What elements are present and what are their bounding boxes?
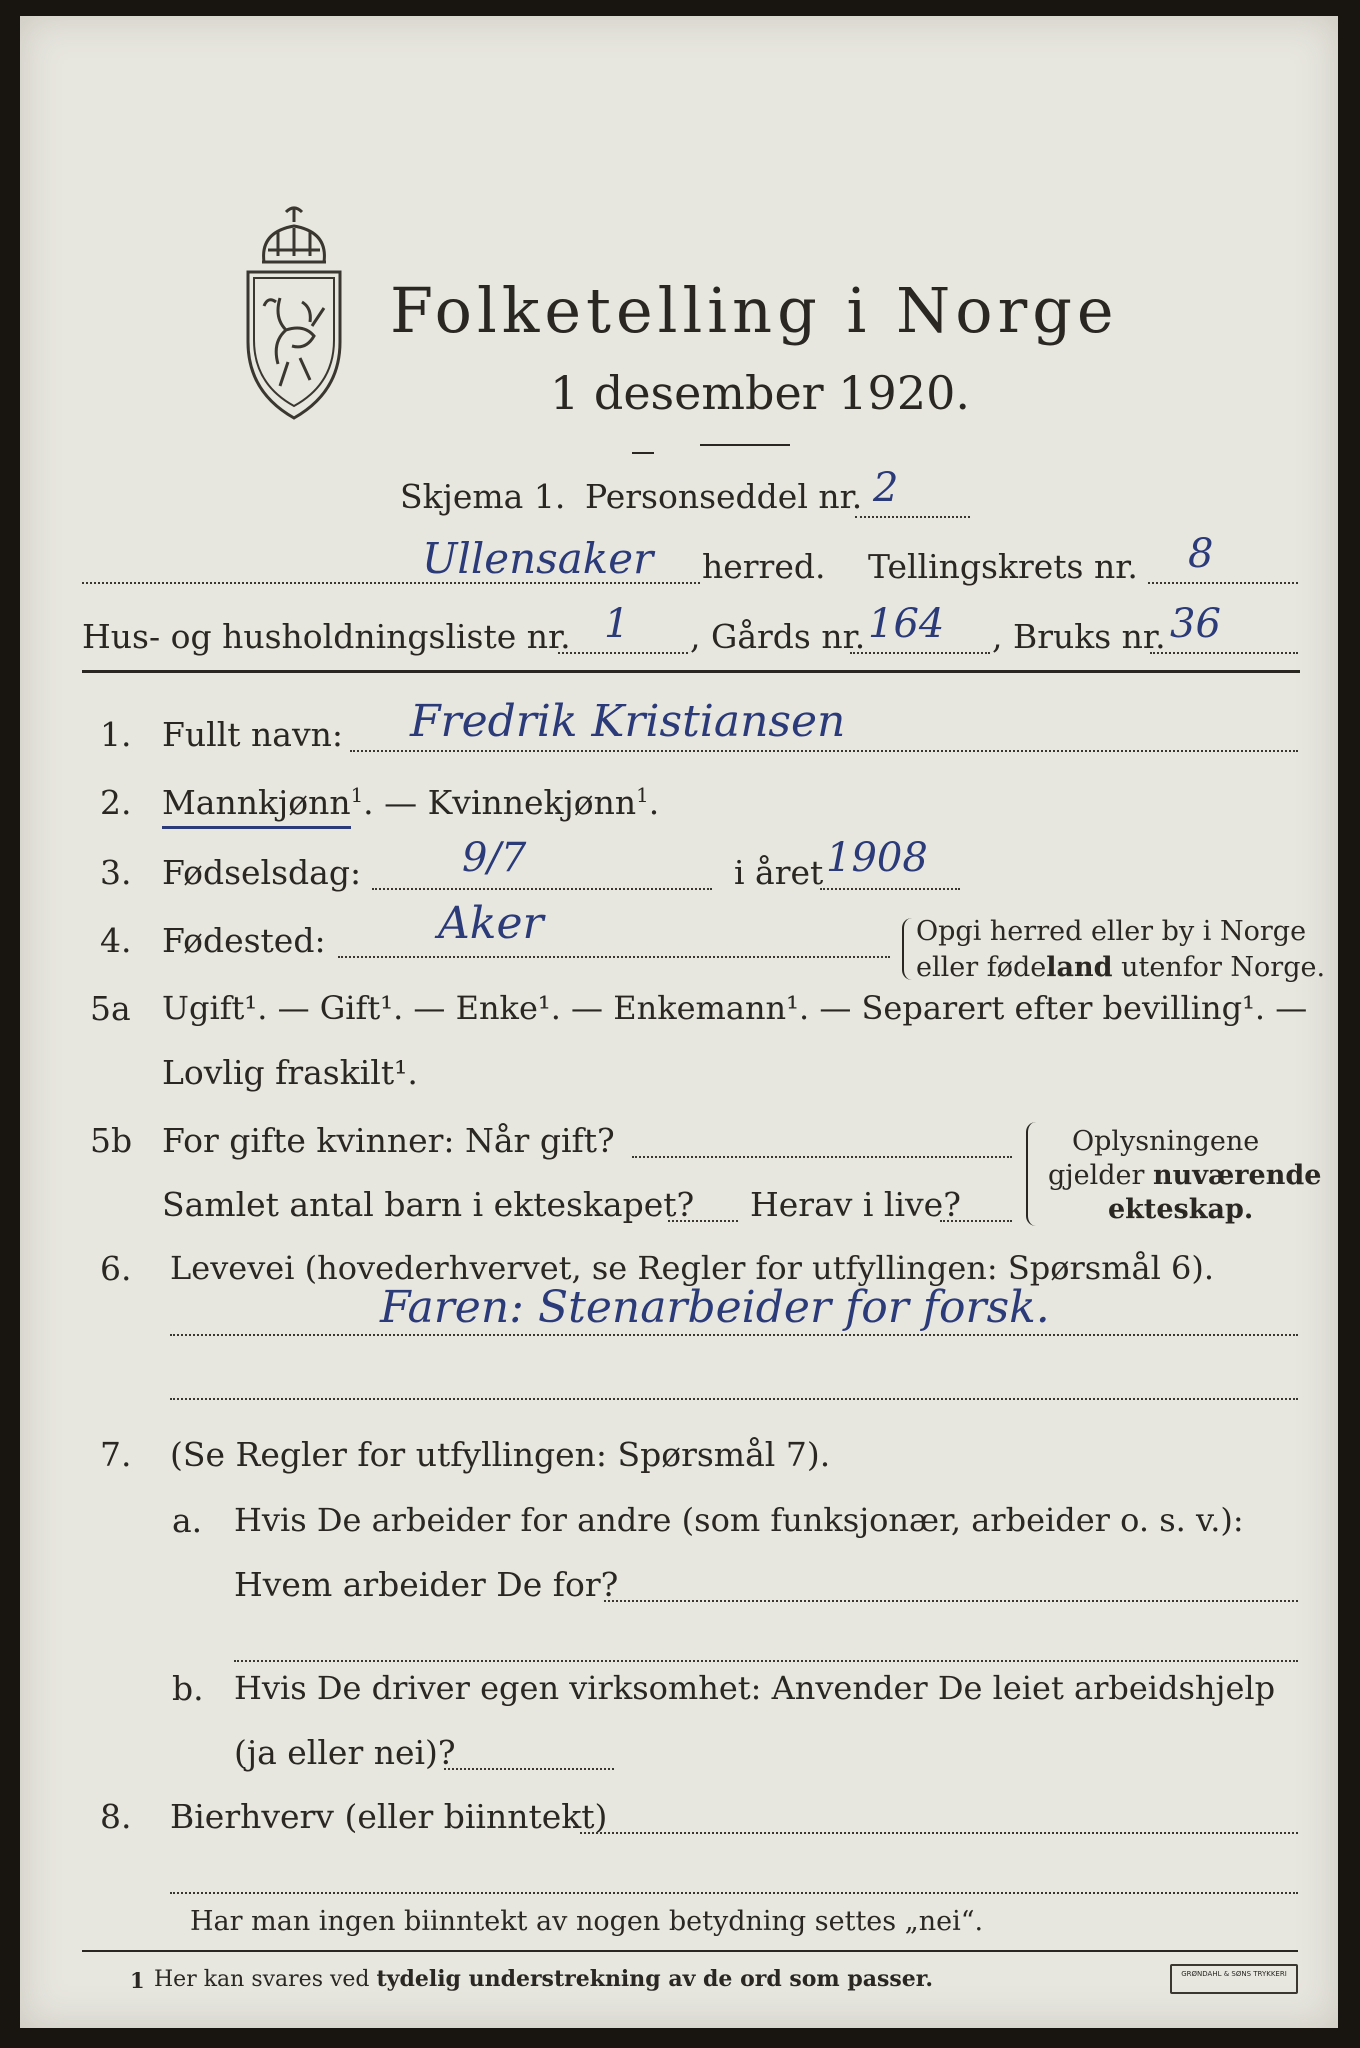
husliste-value: 1	[604, 601, 630, 647]
q4-brace	[902, 918, 912, 980]
q5b-brace	[1026, 1122, 1036, 1226]
q5a-number: 5a	[90, 989, 131, 1028]
q4-note-line1: Opgi herred eller by i Norge	[916, 916, 1307, 947]
q7a-letter: a.	[172, 1501, 203, 1540]
gards-line	[850, 652, 990, 654]
q5b-label-married: For gifte kvinner: Når gift?	[162, 1121, 615, 1160]
q8-note: Har man ingen biinntekt av nogen betydning settes „nei“.	[190, 1906, 984, 1937]
q1-number: 1.	[100, 715, 132, 754]
husliste-line	[558, 652, 688, 654]
q5b-living-line	[940, 1220, 1012, 1222]
q2-female: Kvinnekjønn	[427, 783, 637, 822]
q4-note-line2	[916, 954, 1325, 981]
q5b-children-line	[668, 1220, 738, 1222]
tellingskrets-line	[1148, 582, 1298, 584]
q5b-note-part2: nuværende	[1153, 1160, 1322, 1191]
q7b-label-line1: Hvis De driver egen virksomhet: Anvender De leiet arbeidshjelp	[234, 1669, 1276, 1707]
herred-label: herred.	[702, 547, 826, 586]
q4-note-part2: land	[1046, 952, 1113, 983]
footer-rule	[82, 1950, 1298, 1952]
personseddel-value: 2	[873, 465, 899, 511]
herred-value: Ullensaker	[422, 534, 654, 583]
gards-label: , Gårds nr.	[690, 617, 866, 656]
q8-line1	[580, 1832, 1298, 1834]
tellingskrets-label: Tellingskrets nr.	[868, 547, 1138, 586]
q3-number: 3.	[100, 853, 132, 892]
title-rule	[700, 444, 790, 446]
q1-label: Fullt navn:	[162, 715, 343, 754]
footnote-part1: Her kan svares ved	[154, 1967, 377, 1992]
q3-year-label: i året	[734, 853, 824, 892]
coat-of-arms-icon	[228, 202, 360, 426]
skjema-label: Skjema 1.	[400, 477, 566, 516]
bruks-label: , Bruks nr.	[992, 617, 1166, 656]
q5a-options-line1: Ugift¹. — Gift¹. — Enke¹. — Enkemann¹. — Separert efter bevilling¹. —	[162, 989, 1308, 1027]
printer-stamp-text: GRØNDAHL & SØNS TRYKKERI	[1181, 1970, 1287, 1978]
footnote-mark: 1	[130, 1968, 145, 1993]
q1-value: Fredrik Kristiansen	[410, 696, 846, 747]
q6-value: Faren: Stenarbeider for forsk.	[380, 1282, 1050, 1333]
footnote-text	[154, 1968, 933, 1991]
q2-separator: . —	[363, 783, 428, 822]
q7a-label-line2: Hvem arbeider De for?	[234, 1565, 619, 1604]
q5a-options-line2: Lovlig fraskilt¹.	[162, 1053, 418, 1092]
q6-number: 6.	[100, 1249, 132, 1288]
census-form	[20, 16, 1338, 2028]
personseddel-label: Personseddel nr.	[585, 477, 863, 516]
husliste-label: Hus- og husholdningsliste nr.	[82, 617, 571, 656]
header-rule	[82, 670, 1300, 673]
q5b-note-part1: gjelder	[1048, 1160, 1154, 1191]
q4-label: Fødested:	[162, 921, 326, 960]
bruks-line	[1150, 652, 1298, 654]
q7b-letter: b.	[172, 1669, 204, 1708]
q4-note-part1: eller føde	[916, 952, 1047, 983]
q7b-label-line2: (ja eller nei)?	[234, 1733, 456, 1772]
q7a-line2	[234, 1660, 1298, 1662]
bruks-value: 36	[1170, 601, 1221, 647]
q5b-note-line2	[1048, 1162, 1321, 1189]
q2-number: 2.	[100, 783, 132, 822]
q3-year-value: 1908	[826, 835, 928, 881]
q8-number: 8.	[100, 1797, 132, 1836]
q3-value: 9/7	[462, 835, 527, 881]
q4-number: 4.	[100, 921, 132, 960]
q4-value: Aker	[438, 898, 544, 949]
q7-label: (Se Regler for utfyllingen: Spørsmål 7).	[170, 1435, 831, 1474]
q7a-line1	[604, 1600, 1298, 1602]
q2-options: Mannkjønn$^1$. — Kvinnekjønn$^1$.	[162, 786, 659, 819]
q3-line	[372, 888, 712, 890]
q5b-note-line3: ekteskap.	[1108, 1194, 1254, 1225]
title-dash-short	[632, 452, 654, 454]
q5b-married-line	[632, 1156, 1012, 1158]
q3-label: Fødselsdag:	[162, 853, 362, 892]
printer-stamp	[1170, 1964, 1298, 1994]
q7-number: 7.	[100, 1435, 132, 1474]
q7a-label-line1: Hvis De arbeider for andre (som funksjonær, arbeider o. s. v.):	[234, 1501, 1244, 1539]
q8-line2	[170, 1892, 1298, 1894]
q5b-label-children: Samlet antal barn i ekteskapet?	[162, 1185, 695, 1224]
q3-year-line	[820, 888, 960, 890]
q6-line1	[170, 1334, 1298, 1336]
personseddel-line	[855, 516, 970, 518]
q4-note-part3: utenfor Norge.	[1112, 952, 1326, 983]
tellingskrets-value: 8	[1188, 531, 1214, 577]
q5b-note-line1: Oplysningene	[1072, 1126, 1260, 1157]
q5b-label-living: Herav i live?	[750, 1185, 961, 1224]
q2-male: Mannkjønn	[162, 783, 351, 829]
q6-label: Levevei (hovederhvervet, se Regler for utfyllingen: Spørsmål 6).	[170, 1249, 1215, 1287]
q7b-line	[444, 1768, 614, 1770]
q4-line	[338, 956, 890, 958]
q6-line2	[170, 1398, 1298, 1400]
q8-label: Bierhverv (eller biinntekt)	[170, 1797, 608, 1836]
q1-line	[350, 750, 1298, 752]
q5b-number: 5b	[90, 1121, 133, 1160]
census-date: 1 desember 1920.	[550, 366, 970, 420]
gards-value: 164	[868, 601, 945, 647]
footnote-part2: tydelig understrekning av de ord som passer.	[376, 1966, 934, 1992]
form-title: Folketelling i Norge	[390, 274, 1119, 347]
